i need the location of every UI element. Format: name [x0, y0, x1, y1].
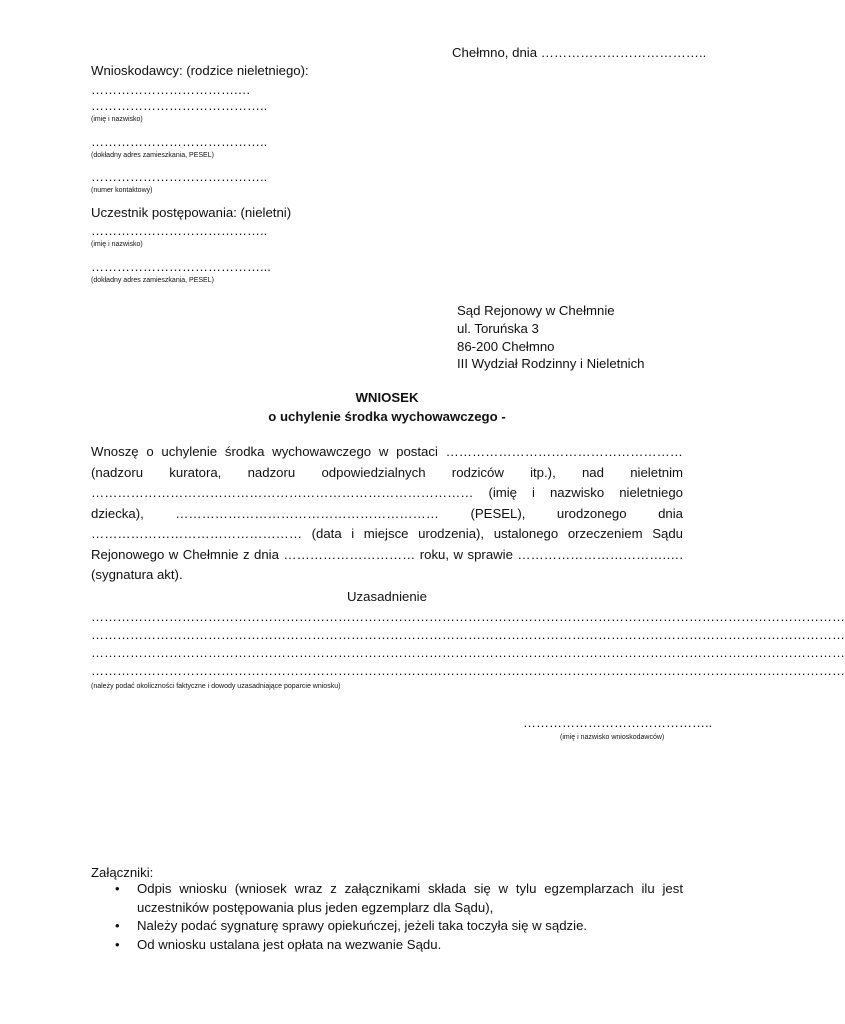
applicants-address-line: …………………………………..: [91, 134, 268, 149]
applicants-address-caption: (dokładny adres zamieszkania, PESEL): [91, 152, 214, 159]
court-name: Sąd Rejonowy w Chełmnie: [457, 303, 615, 318]
participant-label: Uczestnik postępowania: (nieletni): [91, 205, 292, 220]
participant-address-caption: (dokładny adres zamieszkania, PESEL): [91, 277, 214, 284]
justification-line-2: …………………………………………………………………………………………………………………………………………………………: [91, 627, 845, 642]
attachment-item-text: Należy podać sygnaturę sprawy opiekuńczej, jeżeli taka toczyła się w sądzie.: [137, 918, 588, 933]
applicants-phone-caption: (numer kontaktowy): [91, 187, 153, 194]
attachment-item-text: Odpis wniosku (wniosek wraz z załącznikami składa się w tylu egzemplarzach ilu jest uczestników postępowania plus jeden egzemplarz dla Sądu),: [137, 881, 683, 915]
applicants-phone-line: …………………………………..: [91, 169, 268, 184]
request-paragraph-text: Wnoszę o uchylenie środka wychowawczego w postaci ……………………………………………… (nadzoru kuratora, nadzoru odpowiedzialnych rodziców itp.), nad nieletnim …………………………………………………………………………… (imię i nazwisko nieletniego dziecka), …………………………………………………… (PESEL), urodzonego dnia ………………………………………… (data i miejsce urodzenia), ustalonego orzeczeniem Sądu Rejonowego w Chełmnie z dnia ………………………… roku, w sprawie …………………………….…. (sygnatura akt).: [91, 444, 683, 582]
bullet-icon: •: [115, 881, 120, 896]
bullet-icon: •: [115, 918, 120, 933]
attachment-item-text: Od wniosku ustalana jest opłata na wezwanie Sądu.: [137, 936, 442, 952]
signature-line: ……………………………………..: [523, 715, 713, 730]
court-street: ul. Toruńska 3: [457, 321, 539, 336]
justification-caption: (należy podać okoliczności faktyczne i dowody uzasadniające poparcie wniosku): [91, 683, 341, 690]
bullet-icon: •: [115, 936, 120, 952]
applicants-name-line-2: …………………………………..: [91, 98, 268, 113]
attachment-item-2: [91, 917, 683, 936]
signature-caption: (imię i nazwisko wnioskodawców): [560, 734, 665, 741]
attachment-item-3: [91, 936, 683, 955]
justification-heading: Uzasadnienie: [347, 589, 427, 604]
court-postal: 86-200 Chełmno: [457, 339, 555, 354]
attachment-item-1: [91, 880, 683, 917]
justification-line-4: …………………………………………………………………………………………………………………………………………………………: [91, 663, 845, 678]
document-subtitle: o uchylenie środka wychowawczego -: [268, 409, 506, 424]
applicants-name-caption: (imię i nazwisko): [91, 116, 143, 123]
place-date-line: Chełmno, dnia ………………………………..: [452, 45, 707, 60]
court-department: III Wydział Rodzinny i Nieletnich: [457, 356, 645, 371]
applicants-name-line-1: …………………………….…: [91, 82, 251, 97]
applicants-label: Wnioskodawcy: (rodzice nieletniego):: [91, 63, 309, 78]
justification-line-1: …………………………………………………………………………………………………………………………………………………………: [91, 609, 845, 624]
participant-address-line: …………………………………...: [91, 259, 271, 274]
attachments-label: Załączniki:: [91, 865, 154, 880]
participant-name-line: …………………………………..: [91, 223, 268, 238]
document-title: WNIOSEK: [355, 390, 419, 405]
justification-line-3: …………………………………………………………………………………………………………………………………………………………: [91, 645, 845, 660]
participant-name-caption: (imię i nazwisko): [91, 241, 143, 248]
request-paragraph: [91, 442, 683, 586]
attachments-list: [91, 880, 683, 954]
